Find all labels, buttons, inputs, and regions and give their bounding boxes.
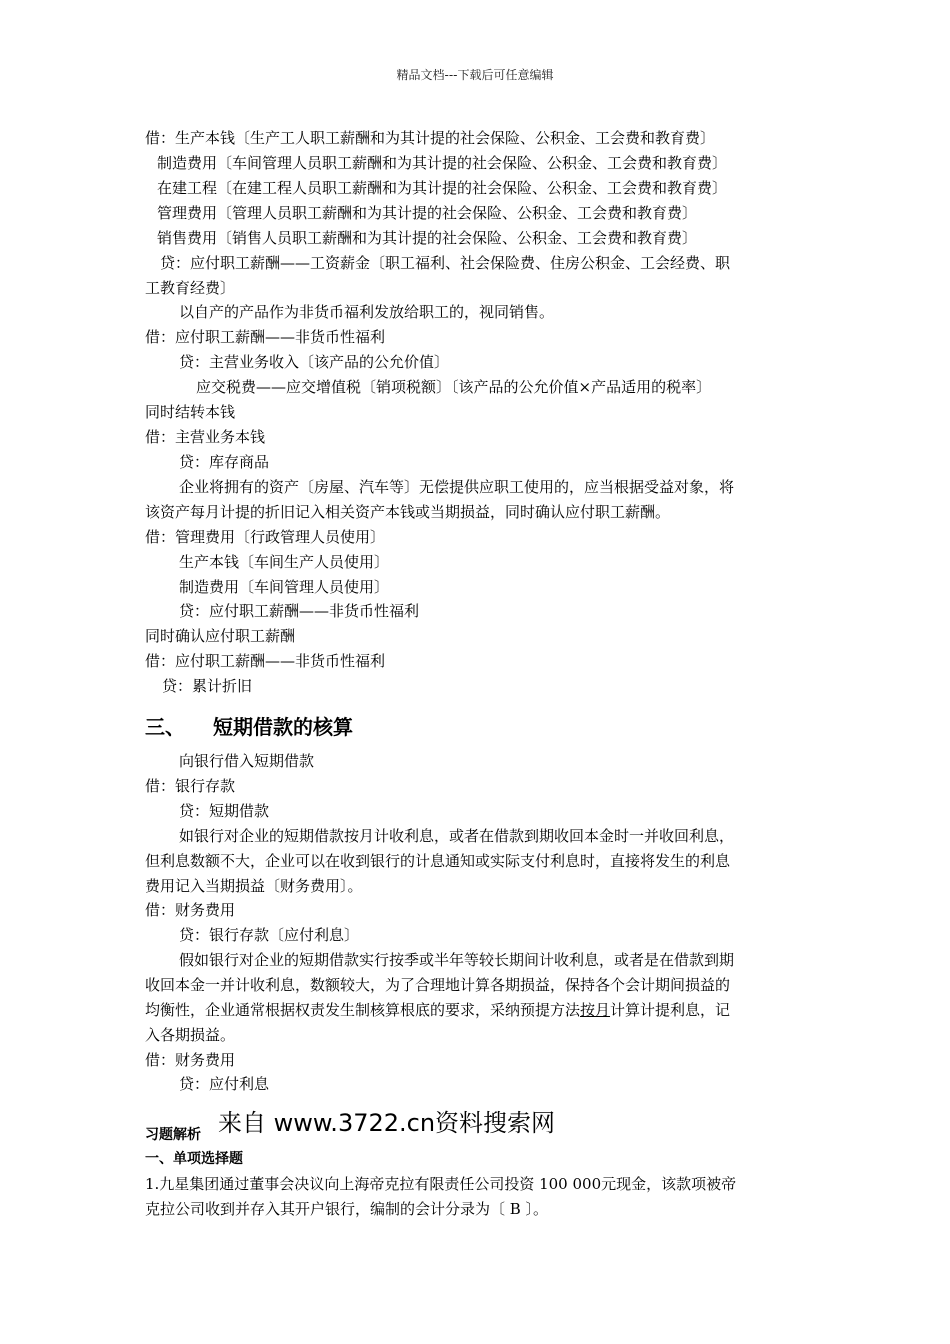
section-number: 三、 (145, 715, 185, 739)
text-line (145, 1000, 730, 1020)
text-line: 借：应付职工薪酬——非货币性福利 (145, 328, 386, 346)
question-line: 克拉公司收到并存入其开户银行，编制的会计分录为〔 B 〕。 (145, 1200, 549, 1218)
text-line: 收回本金一并计收利息，数额较大，为了合理地计算各期损益，保持各个会计期间损益的 (145, 976, 731, 994)
text-line: 同时确认应付职工薪酬 (145, 627, 296, 645)
text-line: 贷：应付利息 (179, 1075, 270, 1093)
text-line: 贷：累计折旧 (162, 677, 253, 695)
text-line: 以自产的产品作为非货币福利发放给职工的，视同销售。 (179, 303, 555, 321)
text-line: 管理费用〔管理人员职工薪酬和为其计提的社会保险、公积金、工会费和教育费〕 (157, 204, 698, 222)
text-line: 销售费用〔销售人员职工薪酬和为其计提的社会保险、公积金、工会费和教育费〕 (157, 229, 698, 247)
section-title: 短期借款的核算 (213, 715, 353, 739)
text-line: 在建工程〔在建工程人员职工薪酬和为其计提的社会保险、公积金、工会费和教育费〕 (157, 179, 728, 197)
watermark-text: 来自 www.3722.cn资料搜索网 (218, 1109, 556, 1137)
text-segment: 计算计提利息，记 (610, 1001, 731, 1019)
text-line: 贷：库存商品 (179, 453, 270, 471)
subsection-heading: 一、单项选择题 (145, 1151, 243, 1167)
text-line: 生产本钱〔车间生产人员使用〕 (179, 553, 390, 571)
text-line: 同时结转本钱 (145, 403, 236, 421)
underlined-text: 按月 (580, 1001, 611, 1019)
text-line: 制造费用〔车间管理人员使用〕 (179, 578, 390, 596)
text-line: 借：银行存款 (145, 777, 236, 795)
text-line: 制造费用〔车间管理人员职工薪酬和为其计提的社会保险、公积金、工会费和教育费〕 (157, 154, 728, 172)
text-line: 借：主营业务本钱 (145, 428, 266, 446)
exercise-label: 习题解析 (145, 1127, 201, 1143)
text-line: 借：财务费用 (145, 901, 236, 919)
text-line: 向银行借入短期借款 (179, 752, 315, 770)
text-line: 工教育经费〕 (145, 279, 236, 297)
text-line: 借：应付职工薪酬——非货币性福利 (145, 652, 386, 670)
text-line: 贷：主营业务收入〔该产品的公允价值〕 (179, 353, 450, 371)
page-header: 精品文档---下载后可任意编辑 (396, 68, 554, 82)
text-line: 假如银行对企业的短期借款实行按季或半年等较长期间计收利息，或者是在借款到期 (179, 951, 735, 969)
text-line: 费用记入当期损益〔财务费用〕。 (145, 877, 363, 895)
text-line: 借：管理费用〔行政管理人员使用〕 (145, 528, 386, 546)
text-segment: 均衡性，企业通常根据权责发生制核算根底的要求，采纳预提方法 (145, 1001, 581, 1019)
text-line: 借：财务费用 (145, 1051, 236, 1069)
text-line: 应交税费——应交增值税〔销项税额〕〔该产品的公允价值×产品适用的税率〕 (196, 378, 712, 396)
section-heading (145, 711, 353, 740)
text-line: 但利息数额不大，企业可以在收到银行的计息通知或实际支付利息时，直接将发生的利息 (145, 852, 731, 870)
text-line: 该资产每月计提的折旧记入相关资产本钱或当期损益，同时确认应付职工薪酬。 (145, 503, 671, 521)
text-line: 企业将拥有的资产〔房屋、汽车等〕无偿提供应职工使用的，应当根据受益对象，将 (179, 478, 735, 496)
text-line: 如银行对企业的短期借款按月计收利息，或者在借款到期收回本金时一并收回利息， (179, 827, 735, 845)
question-line: 1.九星集团通过董事会决议向上海帝克拉有限责任公司投资 100 000元现金，该款项被帝 (145, 1175, 737, 1193)
text-line: 贷：应付职工薪酬——非货币性福利 (179, 602, 420, 620)
text-line: 入各期损益。 (145, 1026, 236, 1044)
text-line: 贷：银行存款〔应付利息〕 (179, 926, 360, 944)
text-line: 贷：短期借款 (179, 802, 270, 820)
text-line: 贷：应付职工薪酬——工资薪金〔职工福利、社会保险费、住房公积金、工会经费、职 (160, 254, 731, 272)
text-line: 借：生产本钱〔生产工人职工薪酬和为其计提的社会保险、公积金、工会费和教育费〕 (145, 129, 716, 147)
